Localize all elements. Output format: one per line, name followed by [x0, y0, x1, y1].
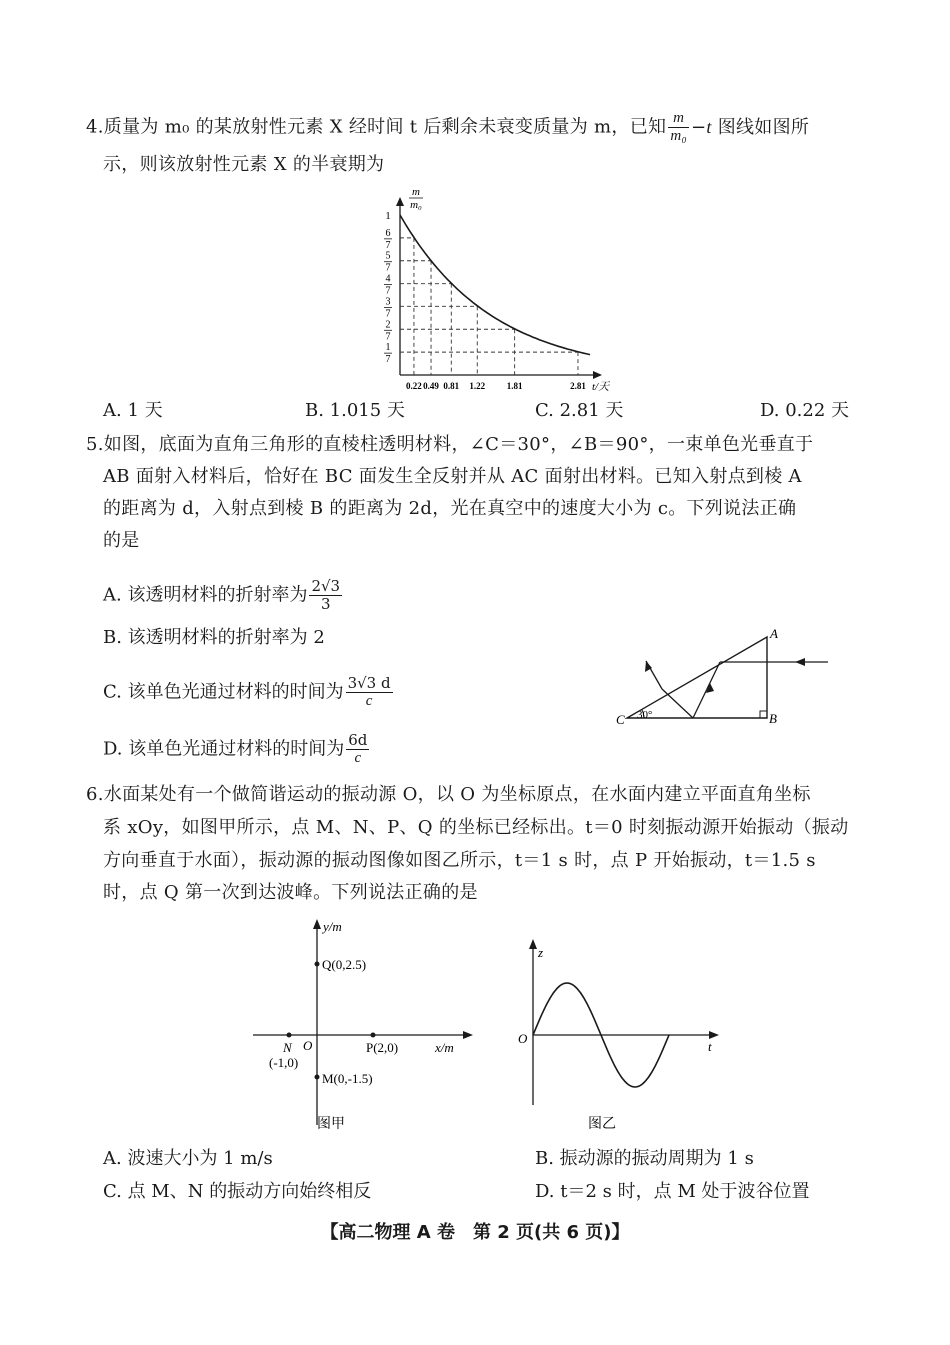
x-axis-arrow [593, 371, 602, 379]
z-axis-arrow [529, 939, 537, 949]
caption-yi: 图乙 [588, 1117, 616, 1132]
incident-arrow [795, 658, 805, 666]
x-tick-label: 0.49 [423, 381, 439, 391]
q5-option-a[interactable]: A. 该透明材料的折射率为 $\frac{2√3}{3}$ [103, 577, 341, 613]
N-coord-label: (-1,0) [269, 1055, 299, 1070]
y-tick-label: 7 [385, 285, 391, 297]
reflected-ray [662, 689, 693, 718]
y-axis-arrow [313, 919, 321, 929]
q5-stem-line2: AB 面射入材料后，恰好在 BC 面发生全反射并从 AC 面射出材料。已知入射点到棱 A [103, 466, 802, 487]
point-N [287, 1033, 292, 1038]
origin-label: O [303, 1038, 313, 1053]
t-axis-arrow [709, 1031, 719, 1039]
q4-option-a[interactable]: A. 1 天 [103, 400, 163, 421]
N-label: N [283, 1040, 292, 1055]
q4-option-d[interactable]: D. 0.22 天 [760, 400, 850, 421]
x-axis-label: t/天 [592, 381, 610, 393]
t-axis-label: t [708, 1039, 712, 1054]
q6-stem-line1: 6.水面某处有一个做简谐运动的振动源 O，以 O 为坐标原点，在水面内建立平面直角坐标 [86, 784, 811, 805]
x-axis-arrow [463, 1031, 473, 1039]
q4-option-c[interactable]: C. 2.81 天 [535, 400, 624, 421]
q5-option-d[interactable]: D. 该单色光通过材料的时间为 $\frac{6d}{c}$ [103, 731, 368, 766]
q4-decay-chart [360, 185, 610, 395]
y-tick-label: 3 [385, 296, 391, 308]
q6-option-a[interactable]: A. 波速大小为 1 m/s [103, 1148, 273, 1169]
origin-label-yi: O [518, 1031, 528, 1046]
y-tick-label: 7 [385, 308, 391, 320]
y-tick-label: 5 [385, 250, 391, 262]
y-tick-label: 7 [385, 262, 391, 274]
point-M [315, 1075, 320, 1080]
q6-stem-line4: 时，点 Q 第一次到达波峰。下列说法正确的是 [103, 882, 478, 903]
label-angle: 30° [637, 709, 653, 721]
y-axis-label-num: m [412, 186, 420, 198]
y-axis-arrow [396, 197, 404, 206]
ray-to-bottom [693, 662, 720, 718]
right-angle-mark [760, 711, 767, 718]
label-A: A [770, 626, 778, 641]
q4-stem-line2: 示，则该放射性元素 X 的半衰期为 [103, 154, 385, 175]
q4-option-b[interactable]: B. 1.015 天 [305, 400, 405, 421]
x-tick-label: 1.22 [469, 381, 486, 391]
label-B: B [769, 711, 777, 726]
q5-option-c[interactable]: C. 该单色光通过材料的时间为 $\frac{3√3 d}{c}$ [103, 674, 391, 709]
y-axis-label: y/m [323, 919, 342, 934]
q6-figure-jia [245, 915, 485, 1135]
q4-stem-line1: 4.质量为 m₀ 的某放射性元素 X 经时间 t 后剩余未衰变质量为 m，已知 $\frac{m}{\text{m₀}}$ −t 图线如图所 [86, 110, 810, 144]
q6-option-d[interactable]: D. t＝2 s 时，点 M 处于波谷位置 [535, 1181, 810, 1202]
q6-stem-line3: 方向垂直于水面），振动源的振动图像如图乙所示，t＝1 s 时，点 P 开始振动，t＝1.5 s [103, 850, 816, 871]
x-tick-label: 0.22 [406, 381, 422, 391]
q4-fraction: $\frac{m}{\text{m₀}}$ [670, 110, 687, 144]
q6-option-b[interactable]: B. 振动源的振动周期为 1 s [535, 1148, 754, 1169]
y-tick-label: 2 [385, 319, 391, 331]
y-tick-label: 7 [385, 354, 391, 366]
caption-jia: 图甲 [317, 1117, 345, 1132]
y-axis-label-den: m₀ [410, 199, 422, 211]
x-tick-label: 2.81 [570, 381, 586, 391]
q5-prism-figure [610, 625, 840, 735]
q5-stem-line1: 5.如图，底面为直角三角形的直棱柱透明材料，∠C＝30°，∠B＝90°，一束单色光垂直于 [86, 434, 814, 455]
P-label: P(2,0) [366, 1040, 399, 1055]
y-tick-label: 7 [385, 331, 391, 343]
y-tick-label: 1 [385, 342, 391, 354]
decay-curve [400, 215, 590, 355]
x-tick-label: 0.81 [443, 381, 460, 391]
q5-stem-line4: 的是 [103, 530, 140, 551]
point-P [371, 1033, 376, 1038]
q5-option-b[interactable]: B. 该透明材料的折射率为 2 [103, 627, 325, 648]
z-axis-label: z [538, 945, 544, 960]
y-tick-label: 7 [385, 239, 391, 251]
Q-label: Q(0,2.5) [322, 957, 367, 972]
label-C: C [616, 712, 625, 727]
prism-triangle [627, 637, 767, 718]
q6-stem-line2: 系 xOy，如图甲所示，点 M、N、P、Q 的坐标已经标出。t＝0 时刻振动源开始振动（振动 [103, 817, 849, 838]
q5-stem-line3: 的距离为 d，入射点到棱 B 的距离为 2d，光在真空中的速度大小为 c。下列说法正确 [103, 498, 797, 519]
M-label: M(0,-1.5) [322, 1071, 373, 1086]
point-Q [315, 962, 320, 967]
y-tick-label: 4 [385, 273, 391, 285]
x-tick-label: 1.81 [506, 381, 523, 391]
q6-option-c[interactable]: C. 点 M、N 的振动方向始终相反 [103, 1181, 372, 1202]
y-tick-label: 6 [385, 227, 391, 239]
q6-figure-yi [510, 935, 730, 1135]
y-tick-label: 1 [385, 210, 391, 222]
page-footer: 【高二物理 A 卷 第 2 页(共 6 页)】 [320, 1222, 630, 1243]
x-axis-label: x/m [435, 1040, 454, 1055]
